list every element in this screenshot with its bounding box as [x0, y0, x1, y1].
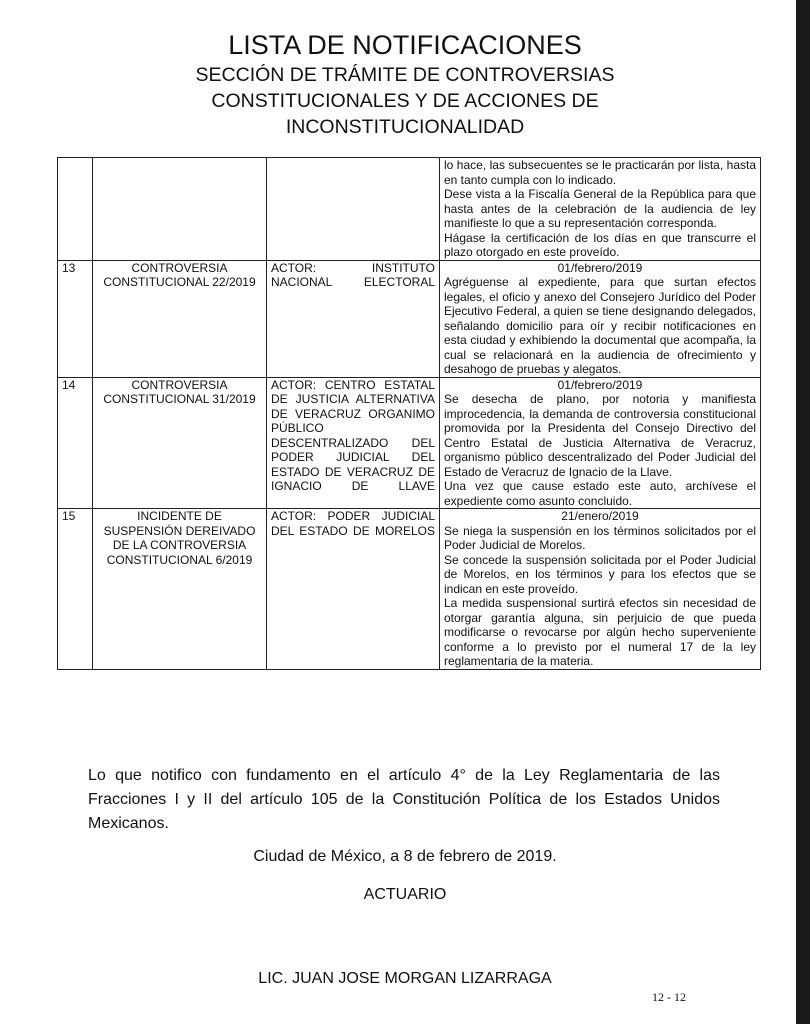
table-row: [58, 158, 761, 261]
row-number: 13: [58, 260, 93, 377]
acuerdo-paragraph: Agréguense al expediente, para que surtan efectos legales, el oficio y anexo del Consejero Jurídico del Poder Ejecutivo Federal, a quien se tiene designando delegados, señalando domicilio para oír y recibir notificaciones en esta ciudad y exhibiendo la documental que acompaña, la cual se relacionará en la audiencia de ofrecimiento y desahogo de pruebas y alegatos.: [444, 275, 756, 376]
signer-name: LIC. JUAN JOSE MORGAN LIZARRAGA: [258, 970, 552, 987]
row-partes: ACTOR: CENTRO ESTATAL DE JUSTICIA ALTERNATIVA DE VERACRUZ ORGANIMO PÚBLICO DESCENTRALIZADO DEL PODER JUDICIAL DEL ESTADO DE VERACRUZ DE IGNACIO DE LLAVE: [267, 377, 440, 509]
table-row: [58, 260, 761, 377]
row-asunto: CONTROVERSIA CONSTITUCIONAL 31/2019: [93, 377, 267, 509]
acuerdo-paragraph: Se niega la suspensión en los términos solicitados por el Poder Judicial de Morelos.: [444, 523, 756, 552]
table-row: [58, 509, 761, 670]
acuerdo-date: 01/febrero/2019: [557, 377, 643, 392]
row-asunto: INCIDENTE DE SUSPENSIÓN DEREIVADO DE LA CONTROVERSIA CONSTITUCIONAL 6/2019: [93, 509, 267, 670]
row-partes: [267, 158, 440, 261]
acuerdo-paragraph: Dese vista a la Fiscalía General de la República para que hasta antes de la celebración de la audiencia de ley manifieste lo que a su representación corresponda.: [444, 187, 756, 230]
row-partes: ACTOR: PODER JUDICIAL DEL ESTADO DE MORELOS: [267, 509, 440, 670]
row-number: 15: [58, 509, 93, 670]
row-asunto: CONTROVERSIA CONSTITUCIONAL 22/2019: [93, 260, 267, 377]
header: [0, 30, 810, 140]
row-number: [58, 158, 93, 261]
section-subtitle-line-3: INCONSTITUCIONALIDAD: [285, 116, 525, 138]
acuerdo-paragraph: Se concede la suspensión solicitada por el Poder Judicial de Morelos, en los términos y para los efectos que se indican en este proveído.: [444, 552, 756, 596]
place-date: Ciudad de México, a 8 de febrero de 2019.: [253, 848, 557, 865]
acuerdo-date: 01/febrero/2019: [557, 260, 643, 275]
row-acuerdo: [440, 509, 761, 670]
acuerdo-paragraph: La medida suspensional surtirá efectos sin necesidad de otorgar garantía alguna, sin perjuicio de que pueda modificarse o revocarse por algún hecho superveniente conforme a lo previsto por el numeral 17 de la ley reglamentaria de la materia.: [444, 596, 756, 668]
closing-statement: Lo que notifico con fundamento en el artículo 4° de la Ley Reglamentaria de las Fracciones I y II del artículo 105 de la Constitución Política de los Estados Unidos Mexicanos.: [88, 767, 720, 832]
acuerdo-paragraph: Una vez que cause estado este auto, archívese el expediente como asunto concluido.: [444, 479, 756, 508]
row-acuerdo: [440, 158, 761, 261]
acuerdo-paragraph: Hágase la certificación de los días en que transcurre el plazo otorgado en este proveído.: [444, 230, 756, 259]
row-number: 14: [58, 377, 93, 509]
row-asunto: [93, 158, 267, 261]
section-subtitle-line-1: SECCIÓN DE TRÁMITE DE CONTROVERSIAS: [195, 64, 615, 86]
row-acuerdo: [440, 260, 761, 377]
row-partes: ACTOR: INSTITUTO NACIONAL ELECTORAL: [267, 260, 440, 377]
notifications-table: [57, 157, 761, 670]
row-acuerdo: [440, 377, 761, 509]
acuerdo-paragraph: lo hace, las subsecuentes se le practicarán por lista, hasta en tanto cumpla con lo indicado.: [444, 158, 756, 187]
acuerdo-date: 21/enero/2019: [561, 509, 639, 523]
table-row: [58, 377, 761, 509]
acuerdo-paragraph: Se desecha de plano, por notoria y manifiesta improcedencia, la demanda de controversia constitucional promovida por la Presidenta del Consejo Directivo del Centro Estatal de Justicia Alternativa de Veracruz, organismo público descentralizado del Poder Judicial del Estado de Veracruz de Ignacio de la Llave.: [444, 392, 756, 479]
page-number: 12 - 12: [652, 990, 686, 1004]
page-title: LISTA DE NOTIFICACIONES: [228, 30, 582, 60]
section-subtitle-line-2: CONSTITUCIONALES Y DE ACCIONES DE: [211, 90, 599, 112]
signer-role: ACTUARIO: [363, 886, 447, 903]
